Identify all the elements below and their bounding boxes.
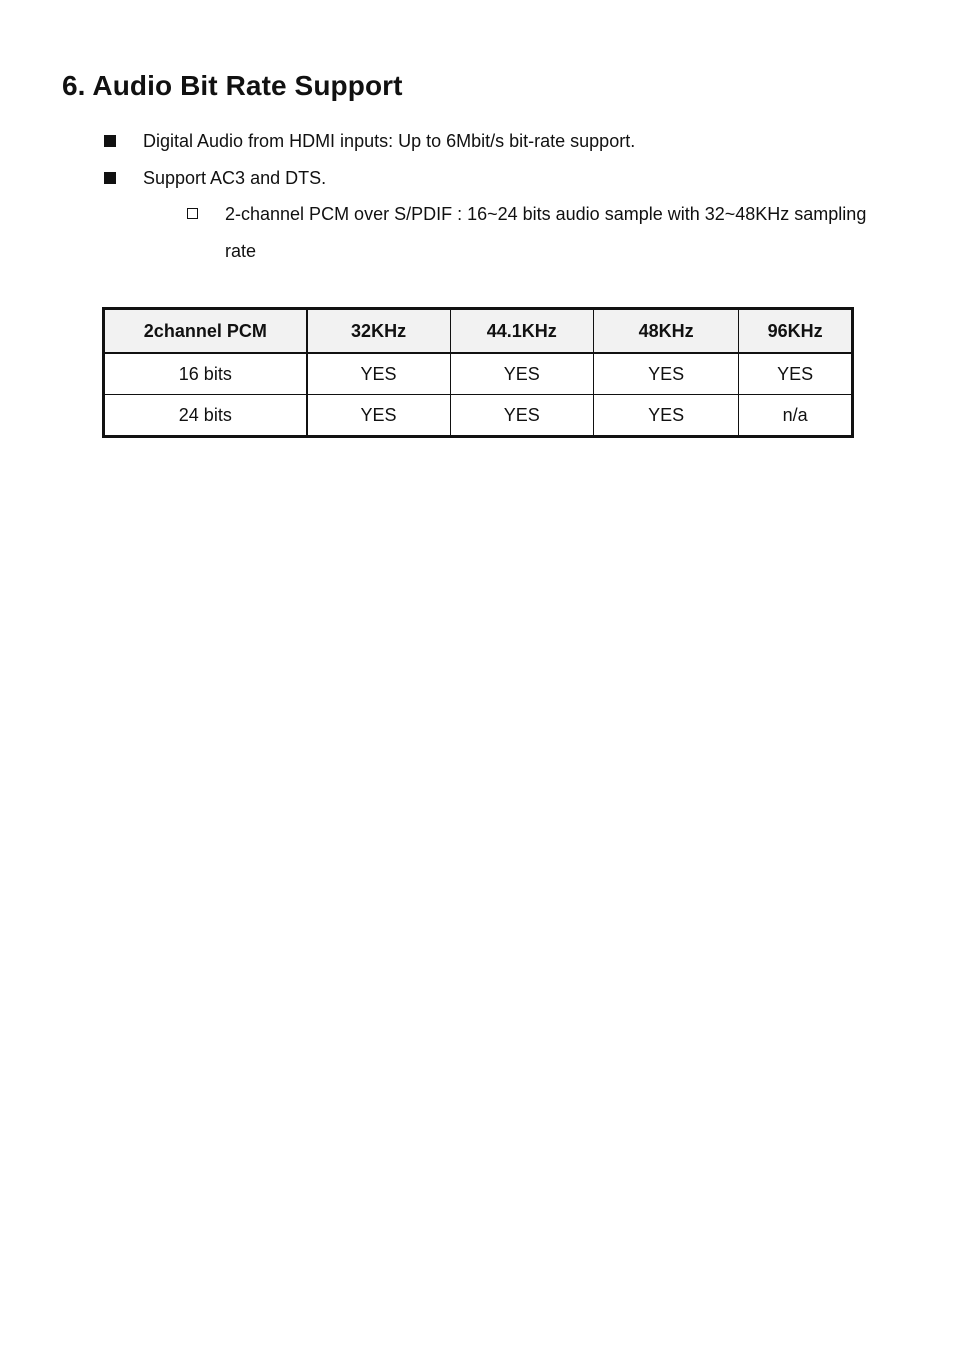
- table-header-cell: 44.1KHz: [450, 309, 593, 354]
- sub-bullet-text: 2-channel PCM over S/PDIF : 16~24 bits audio sample with 32~48KHz sampling rate: [225, 204, 867, 261]
- empty-square-bullet-icon: [187, 208, 198, 219]
- filled-square-bullet-icon: [104, 135, 116, 147]
- table-cell: n/a: [739, 395, 853, 437]
- table-cell: YES: [450, 395, 593, 437]
- filled-square-bullet-icon: [104, 172, 116, 184]
- bullet-text: Support AC3 and DTS.: [143, 168, 327, 188]
- bullet-text: Digital Audio from HDMI inputs: Up to 6Mbit/s bit-rate support.: [143, 131, 636, 151]
- table-header-cell: 32KHz: [307, 309, 450, 354]
- table-cell: YES: [450, 353, 593, 395]
- page-title: 6. Audio Bit Rate Support: [62, 70, 403, 101]
- table-cell: YES: [307, 353, 450, 395]
- table-cell: 16 bits: [104, 353, 307, 395]
- table-cell: YES: [307, 395, 450, 437]
- pcm-support-table: [102, 307, 854, 438]
- table-header-cell: 96KHz: [739, 309, 853, 354]
- table-header-cell: 2channel PCM: [104, 309, 307, 354]
- table-cell: YES: [594, 395, 739, 437]
- table-cell: 24 bits: [104, 395, 307, 437]
- table-cell: YES: [739, 353, 853, 395]
- table-row: [104, 353, 853, 395]
- table-header-row: [104, 309, 853, 354]
- table-header-cell: 48KHz: [594, 309, 739, 354]
- table-row: [104, 395, 853, 437]
- table-cell: YES: [594, 353, 739, 395]
